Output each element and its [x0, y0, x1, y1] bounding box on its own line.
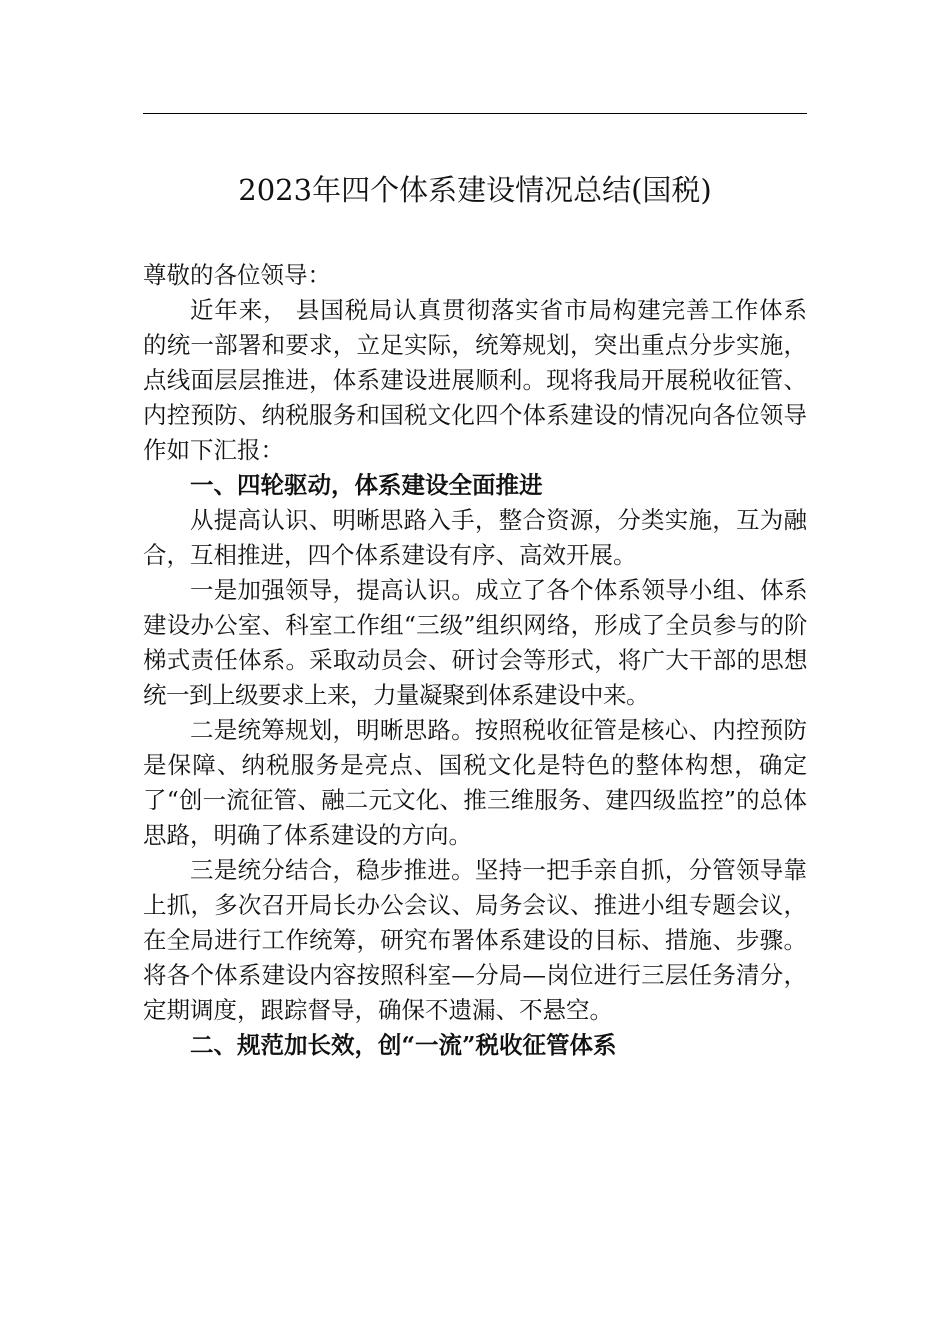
header-rule [143, 113, 807, 114]
overview-paragraph: 从提高认识、明晰思路入手，整合资源，分类实施，互为融合，互相推进，四个体系建设有序、高效开展。 [143, 506, 807, 569]
section-heading-2: 二、规范加长效，创“一流”税收征管体系 [190, 1031, 617, 1059]
salutation: 尊敬的各位领导： [143, 261, 331, 289]
document-title: 2023年四个体系建设情况总结(国税) [238, 173, 712, 207]
point-one-paragraph: 一是加强领导，提高认识。成立了各个体系领导小组、体系建设办公室、科室工作组“三级”组织网络，形成了全员参与的阶梯式责任体系。采取动员会、研讨会等形式，将广大干部的思想统一到上级要求上来，力量凝聚到体系建设中来。 [143, 576, 807, 709]
document-body [143, 258, 807, 1063]
intro-paragraph: 近年来， 县国税局认真贯彻落实省市局构建完善工作体系的统一部署和要求，立足实际，统筹规划，突出重点分步实施，点线面层层推进，体系建设进展顺利。现将我局开展税收征管、内控预防、纳税服务和国税文化四个体系建设的情况向各位领导作如下汇报： [143, 296, 807, 464]
point-three-paragraph: 三是统分结合，稳步推进。坚持一把手亲自抓，分管领导靠上抓，多次召开局长办公会议、局务会议、推进小组专题会议，在全局进行工作统筹，研究布署体系建设的目标、措施、步骤。将各个体系建设内容按照科室—分局—岗位进行三层任务清分，定期调度，跟踪督导，确保不遗漏、不悬空。 [143, 856, 807, 1024]
section-heading-1: 一、四轮驱动，体系建设全面推进 [190, 471, 543, 499]
point-two-paragraph: 二是统筹规划，明晰思路。按照税收征管是核心、内控预防是保障、纳税服务是亮点、国税文化是特色的整体构想，确定了“创一流征管、融二元文化、推三维服务、建四级监控”的总体思路，明确了体系建设的方向。 [143, 716, 807, 849]
